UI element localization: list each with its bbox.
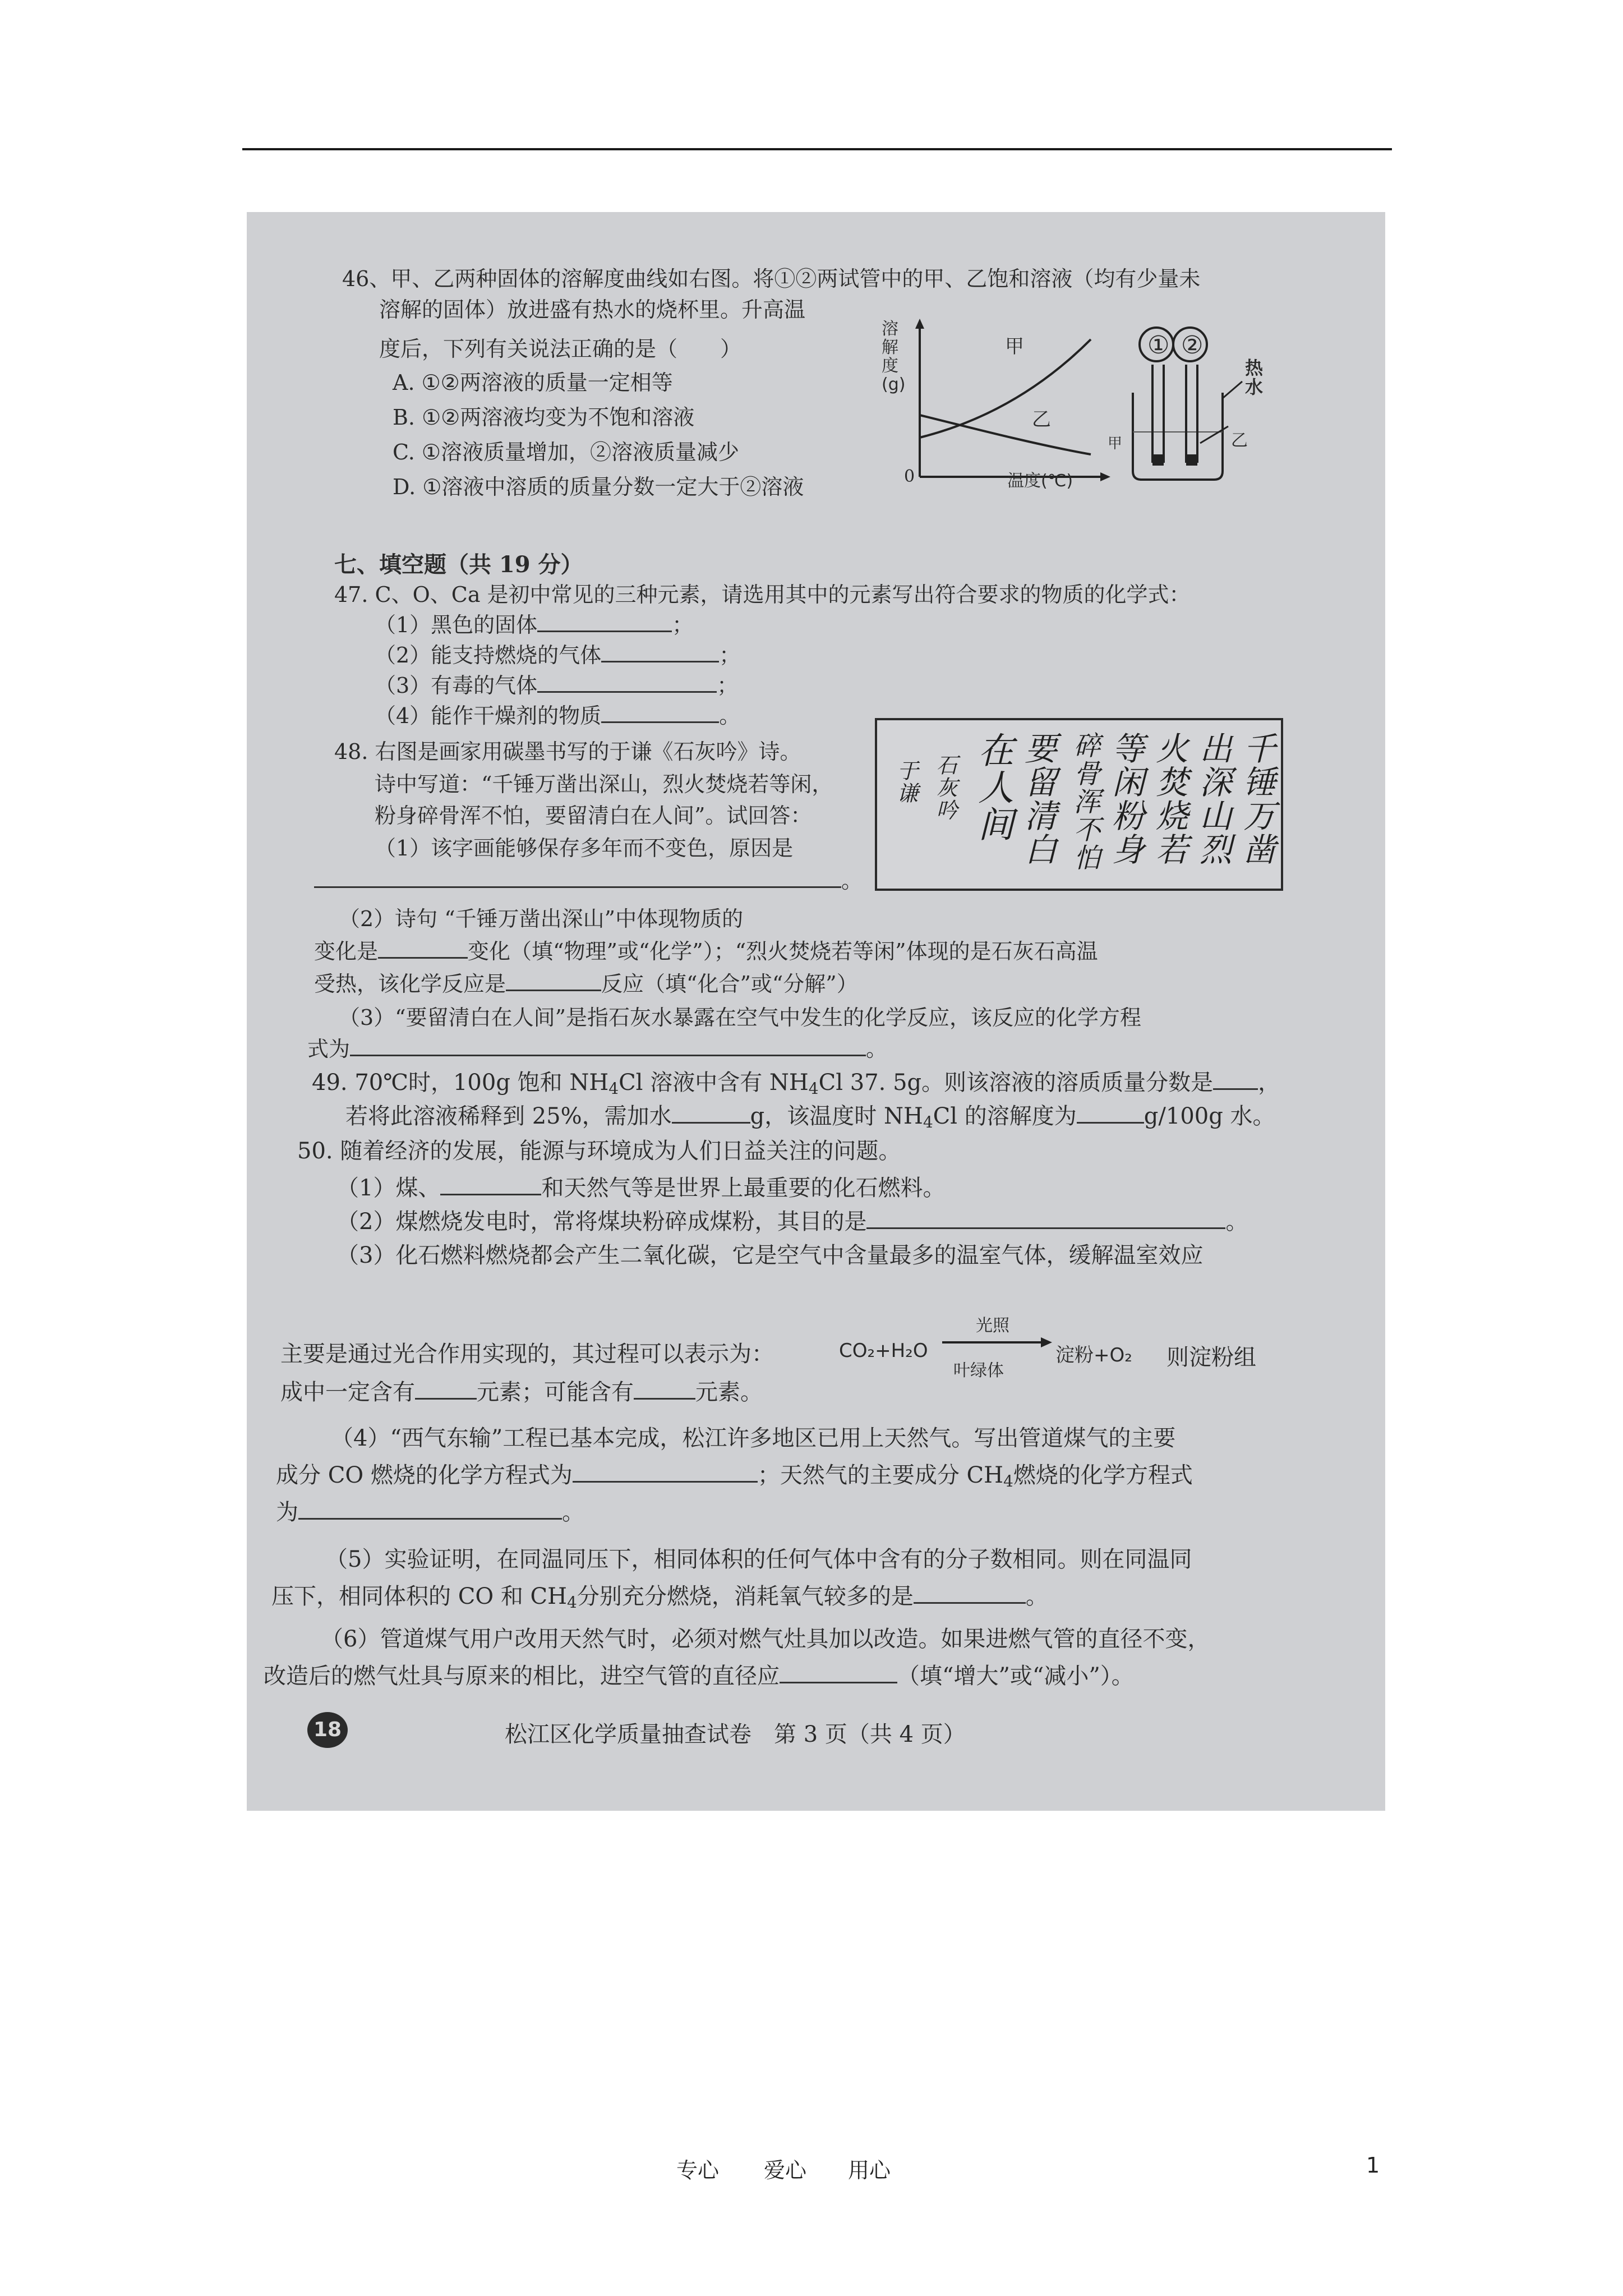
beaker-yi-label: 乙 bbox=[1231, 431, 1248, 450]
q50-sub6a: （6）管道煤气用户改用天然气时，必须对燃气灶具加以改造。如果进燃气管的直径不变， bbox=[321, 1626, 1210, 1652]
graph-origin: 0 bbox=[904, 467, 915, 486]
q49-line1: 49. 70℃时，100g 饱和 $NH_4Cl$ 溶液中含有 $NH_4Cl$ 37. 5g。则该溶液的溶质质量分数是 ， bbox=[312, 1070, 1281, 1098]
q48-sub3b: 式为 。 bbox=[307, 1037, 888, 1061]
q49-line2: 若将此溶液稀释到 25%，需加水 g，该温度时 $NH_4Cl$ 的溶解度为 g/100g 水。 bbox=[345, 1103, 1275, 1131]
q50-sub1: （1）煤、 和天然气等是世界上最重要的化石燃料。 bbox=[336, 1175, 946, 1201]
q50-sub3b-tail: 则淀粉组 bbox=[1166, 1345, 1256, 1370]
calligraphy-col-1: 千锤万凿 bbox=[1238, 731, 1276, 866]
calligraphy-col-2: 出深山烈 bbox=[1194, 731, 1232, 866]
calligraphy-col-4: 等闲粉身 bbox=[1106, 731, 1145, 866]
q46-option-a: A. ①②两溶液的质量一定相等 bbox=[393, 370, 673, 395]
q48-line1: 48. 右图是画家用碳墨书写的于谦《石灰吟》诗。 bbox=[334, 739, 801, 764]
beaker-tube1-label: ① bbox=[1147, 331, 1170, 360]
footer-page-number: 1 bbox=[1366, 2153, 1380, 2178]
calligraphy-col-8: 石灰吟 bbox=[933, 754, 957, 821]
calligraphy-image bbox=[875, 718, 1283, 891]
calligraphy-col-9: 于谦 bbox=[893, 760, 918, 804]
q50-sub5a: （5）实验证明，在同温同压下，相同体积的任何气体中含有的分子数相同。则在同温同 bbox=[325, 1547, 1192, 1572]
page-badge: 18 bbox=[307, 1712, 348, 1748]
q48-sub2c: 受热，该化学反应是 反应（填“化合”或“分解”） bbox=[314, 972, 858, 996]
q48-sub1: （1）该字画能够保存多年而不变色，原因是 bbox=[375, 836, 794, 861]
q50-sub4b: 成分 CO 燃烧的化学方程式为 ；天然气的主要成分 $CH_4$燃烧的化学方程式 bbox=[276, 1462, 1193, 1490]
graph-xlabel: 温度(℃) bbox=[1007, 471, 1073, 491]
q48-sub2a: （2）诗句 “千锤万凿出深山”中体现物质的 bbox=[339, 907, 744, 931]
beaker-hot-water-label: 热水 bbox=[1245, 357, 1264, 398]
q47-item-3: （3）有毒的气体 ； bbox=[375, 673, 739, 698]
q46-line1: 46、甲、乙两种固体的溶解度曲线如右图。将①②两试管中的甲、乙饱和溶液（均有少量未 bbox=[342, 266, 1201, 291]
graph-ylabel: 溶解度(g) bbox=[882, 319, 906, 394]
photosynthesis-reactants: CO₂+H₂O bbox=[839, 1340, 928, 1362]
q50-sub2: （2）煤燃烧发电时，常将煤块粉碎成煤粉，其目的是 。 bbox=[336, 1209, 1248, 1235]
photosynthesis-condition-chlorophyll: 叶绿体 bbox=[953, 1361, 1004, 1381]
q50-sub5b: 压下，相同体积的 CO 和 $CH_4$分别充分燃烧，消耗氧气较多的是 。 bbox=[271, 1584, 1048, 1612]
calligraphy-col-5: 碎骨浑不怕 bbox=[1069, 731, 1100, 872]
q50-sub6b: 改造后的燃气灶具与原来的相比，进空气管的直径应 （填“增大”或“减小”）。 bbox=[264, 1663, 1134, 1689]
q46-option-b: B. ①②两溶液均变为不饱和溶液 bbox=[393, 405, 695, 430]
photosynthesis-condition-light: 光照 bbox=[976, 1316, 1009, 1336]
curve-yi bbox=[920, 415, 1091, 454]
q48-sub1-answer-line: 。 bbox=[314, 868, 863, 894]
photo-footer-text: 松江区化学质量抽查试卷 第 3 页（共 4 页） bbox=[505, 1722, 966, 1747]
q50-sub3b-text: 主要是通过光合作用实现的，其过程可以表示为： bbox=[280, 1341, 774, 1367]
q50-sub4c: 为 。 bbox=[276, 1499, 584, 1525]
footer-motto-3: 用心 bbox=[848, 2158, 891, 2183]
photosynthesis-arrow bbox=[942, 1334, 1054, 1351]
calligraphy-col-3: 火焚烧若 bbox=[1150, 731, 1188, 866]
q50-sub4a: （4）“西气东输”工程已基本完成，松江许多地区已用上天然气。写出管道煤气的主要 bbox=[331, 1425, 1176, 1451]
footer-motto-2: 爱心 bbox=[764, 2158, 807, 2183]
q47-stem: 47. C、O、Ca 是初中常见的三种元素，请选用其中的元素写出符合要求的物质的化学式： bbox=[334, 582, 1191, 607]
q50-stem: 50. 随着经济的发展，能源与环境成为人们日益关注的问题。 bbox=[297, 1138, 901, 1164]
q46-option-d: D. ①溶液中溶质的质量分数一定大于②溶液 bbox=[393, 475, 804, 499]
q48-sub2b: 变化是 变化（填“物理”或“化学”）；“烈火焚烧若等闲”体现的是石灰石高温 bbox=[314, 939, 1098, 964]
q48-line3: 粉身碎骨浑不怕，要留清白在人间”。试回答： bbox=[375, 803, 812, 828]
q50-sub3c: 成中一定含有 元素；可能含有 元素。 bbox=[280, 1379, 763, 1405]
q46-option-c: C. ①溶液质量增加，②溶液质量减少 bbox=[393, 440, 739, 464]
q46-line3: 度后，下列有关说法正确的是（ ） bbox=[379, 337, 742, 361]
footer-motto-1: 专心 bbox=[676, 2158, 720, 2183]
graph-label-yi: 乙 bbox=[1032, 408, 1051, 431]
beaker-jia-label: 甲 bbox=[1108, 435, 1123, 452]
q48-line2: 诗中写道：“千锤万凿出深山，烈火焚烧若等闲， bbox=[375, 772, 833, 797]
photosynthesis-products: 淀粉+O₂ bbox=[1055, 1344, 1132, 1366]
q47-item-4: （4）能作干燥剂的物质 。 bbox=[375, 703, 741, 728]
header-rule bbox=[242, 148, 1392, 150]
q48-sub3a: （3）“要留清白在人间”是指石灰水暴露在空气中发生的化学反应，该反应的化学方程 bbox=[339, 1005, 1142, 1030]
beaker-tube2-label: ② bbox=[1181, 331, 1204, 360]
calligraphy-col-7: 在人间 bbox=[972, 731, 1013, 843]
q47-item-1: （1）黑色的固体 ； bbox=[375, 613, 694, 637]
graph-label-jia: 甲 bbox=[1005, 335, 1024, 358]
q46-line2: 溶解的固体）放进盛有热水的烧杯里。升高温 bbox=[379, 297, 806, 322]
q50-sub3a: （3）化石燃料燃烧都会产生二氧化碳，它是空气中含量最多的温室气体，缓解温室效应 bbox=[336, 1243, 1204, 1268]
calligraphy-col-6: 要留清白 bbox=[1019, 731, 1057, 866]
section7-title: 七、填空题（共 19 分） bbox=[334, 551, 583, 578]
q47-item-2: （2）能支持燃烧的气体 ； bbox=[375, 643, 741, 668]
